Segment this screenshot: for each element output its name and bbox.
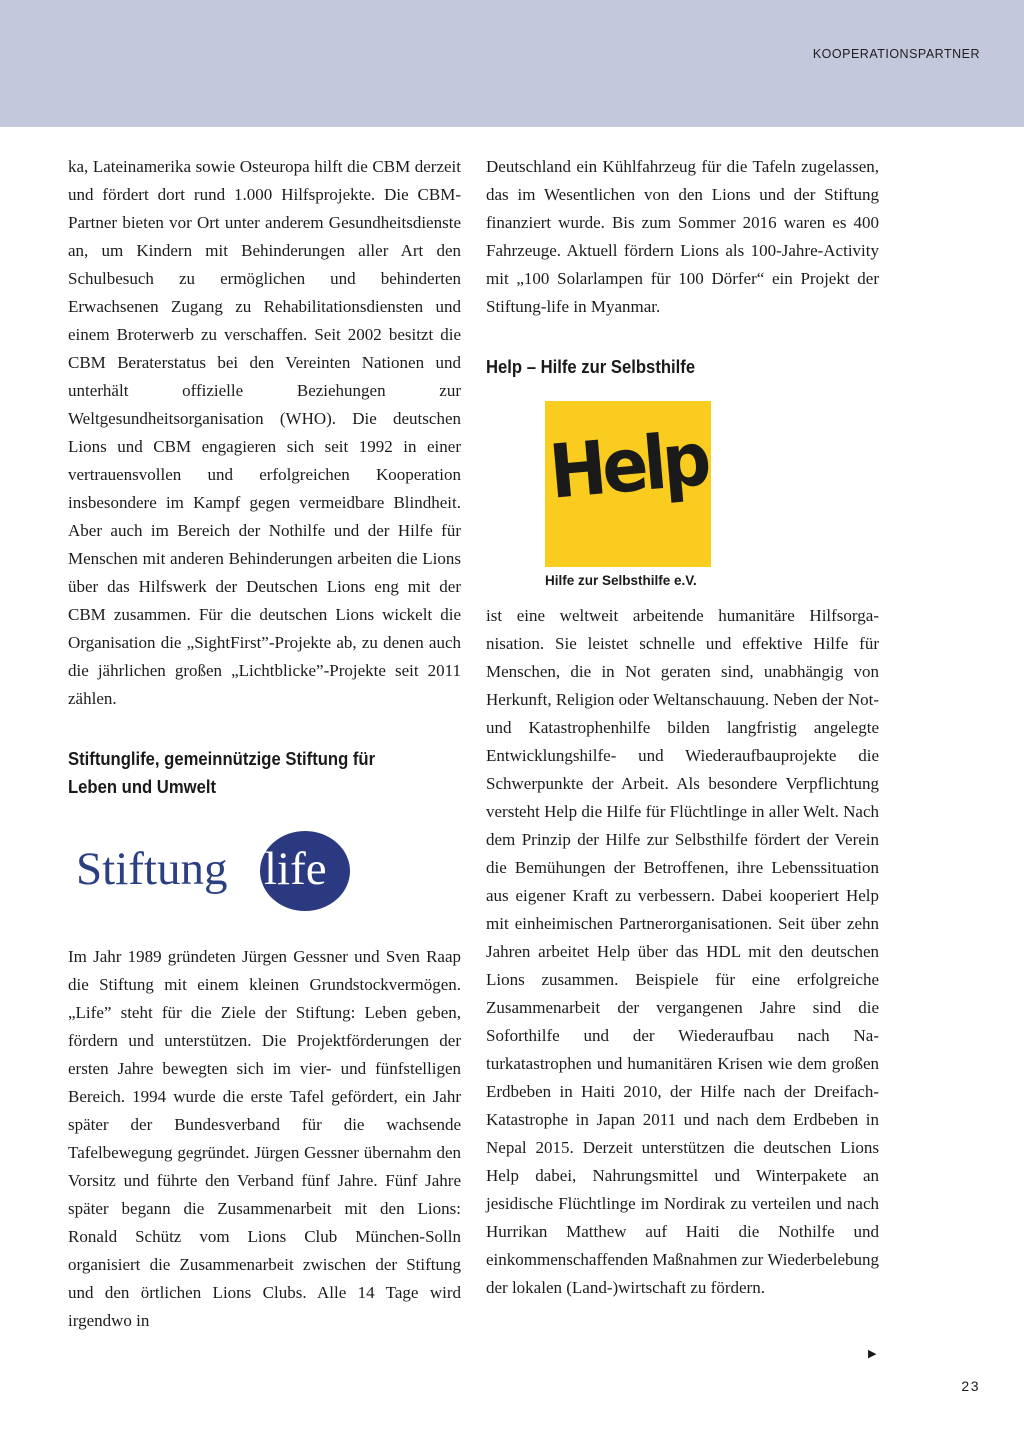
section-label: KOOPERATIONSPARTNER — [812, 47, 980, 61]
stiftung-logo-life: life — [264, 843, 327, 895]
cbm-paragraph: ka, Lateinamerika sowie Osteuropa hilft die CBM derzeit und fördert dort rund 1.000 Hilfsprojekte. Die CBM-Partner bieten vor Ort unter anderem Gesundheitsdienste an, um Kindern mit Behinderungen aller Art den Schulbesuch zu ermöglichen und behinderten Erwachsenen Zugang zu Rehabilitationsdiensten und einem Broterwerb zu verschaffen. Seit 2002 besitzt die CBM Beraterstatus bei den Vereinten Nationen und unterhält offizielle Beziehungen zur Weltgesundheitsorganisation (WHO). Die deutschen Lions und CBM engagieren sich seit 1992 in einer vertrauensvollen und erfolgreichen Kooperation insbesondere im Kampf gegen vermeidbare Blindheit. Aber auch im Bereich der Nothilfe und der Hilfe für Menschen mit anderen Behinderungen arbeiten die Lions über das Hilfswerk der Deutschen Lions eng mit der CBM zusammen. Für die deutschen Lions wickelt die Organisation die „SightFirst”-Projekte ab, zu denen auch die jährlichen großen „Lichtblicke”-Projekte seit 2011 zählen. — [68, 157, 461, 708]
help-logo-word: Help — [546, 416, 710, 516]
stiftung-heading-line1: Stiftunglife, gemeinnützige Stiftung für — [68, 748, 376, 769]
help-heading: Help – Hilfe zur Selbsthilfe — [486, 356, 696, 377]
page-number: 23 — [961, 1378, 980, 1394]
stiftung-heading-line2: Leben und Umwelt — [68, 776, 217, 797]
header-band — [0, 0, 1024, 127]
stiftung-continued-paragraph: Deutschland ein Kühlfahrzeug für die Tafeln zugelassen, das im Wesentlichen von den Lions und der Stiftung finanziert wurde. Bis zum Sommer 2016 waren es 400 Fahrzeuge. Aktuell fördern Lions als 100-Jahre-Activity mit „100 Solarlampen für 100 Dörfer“ ein Projekt der Stiftung-life in Myanmar. — [486, 157, 879, 316]
continue-arrow-icon: ▶ — [868, 1347, 877, 1360]
help-logo-subtitle: Hilfe zur Selbsthilfe e.V. — [545, 573, 697, 588]
stiftung-life-logo — [76, 831, 461, 911]
left-column — [68, 153, 461, 1335]
help-paragraph: ist eine weltweit arbeitende humanitäre Hilfsorganisation. Sie leistet schnelle und effektive Hilfe für Menschen, die in Not geraten sind, unabhängig von Herkunft, Religion oder Weltanschauung. Neben der Not- und Katastrophenhilfe bilden langfristig angelegte Entwicklungshilfe- und Wiederaufbauprojekte die Schwerpunkte der Arbeit. Als besondere Verpflichtung versteht Help die Hilfe für Flüchtlinge in aller Welt. Nach dem Prinzip der Hilfe zur Selbsthilfe fördert der Verein die Bemühungen der Betroffenen, ihre Lebenssituation aus eigener Kraft zu verbessern. Dabei kooperiert Help mit einheimischen Partnerorganisationen. Seit über zehn Jahren arbeitet Help über das HDL mit den deutschen Lions zusammen. Beispiele für eine erfolgreiche Zusammenarbeit der vergangenen Jahre sind die Soforthilfe und der Wiederaufbau nach Naturkatastrophen und humanitären Krisen wie dem großen Erdbeben in Haiti 2010, der Hilfe nach der Dreifach-Katastrophe in Japan 2011 und nach dem Erdbeben in Nepal 2015. Derzeit unterstützen die deutschen Lions Help dabei, Nahrungsmittel und Winterpakete an jesidische Flüchtlinge im Nordirak zu verteilen und nach Hurrikan Matthew auf Haiti die Nothilfe und einkommenschaffenden Maßnahmen zur Wiederbelebung der lokalen (Land-)wirtschaft zu fördern. — [486, 606, 879, 1297]
help-logo — [545, 401, 711, 588]
right-column — [486, 153, 879, 1302]
help-logo-box — [545, 401, 711, 567]
stiftung-logo-word: Stiftung — [76, 843, 228, 895]
stiftung-paragraph: Im Jahr 1989 gründeten Jürgen Gessner und Sven Raap die Stiftung mit einem kleinen Grundstockvermögen. „Life” steht für die Ziele der Stiftung: Leben geben, fördern und unterstützen. Die Projektförderungen der ersten Jahre bewegten sich im vier- und fünfstelligen Bereich. 1994 wurde die erste Tafel gefördert, ein Jahr später der Bundesverband für die wachsende Tafelbewegung gegründet. Jürgen Gessner übernahm den Vorsitz und führte den Verband fünf Jahre. Fünf Jahre später begann die Zusammenarbeit mit den Lions: Ronald Schütz vom Lions Club München-Solln organisiert die Zusammenarbeit zwischen der Stiftung und den örtlichen Lions Clubs. Alle 14 Tage wird irgendwo in — [68, 947, 461, 1330]
